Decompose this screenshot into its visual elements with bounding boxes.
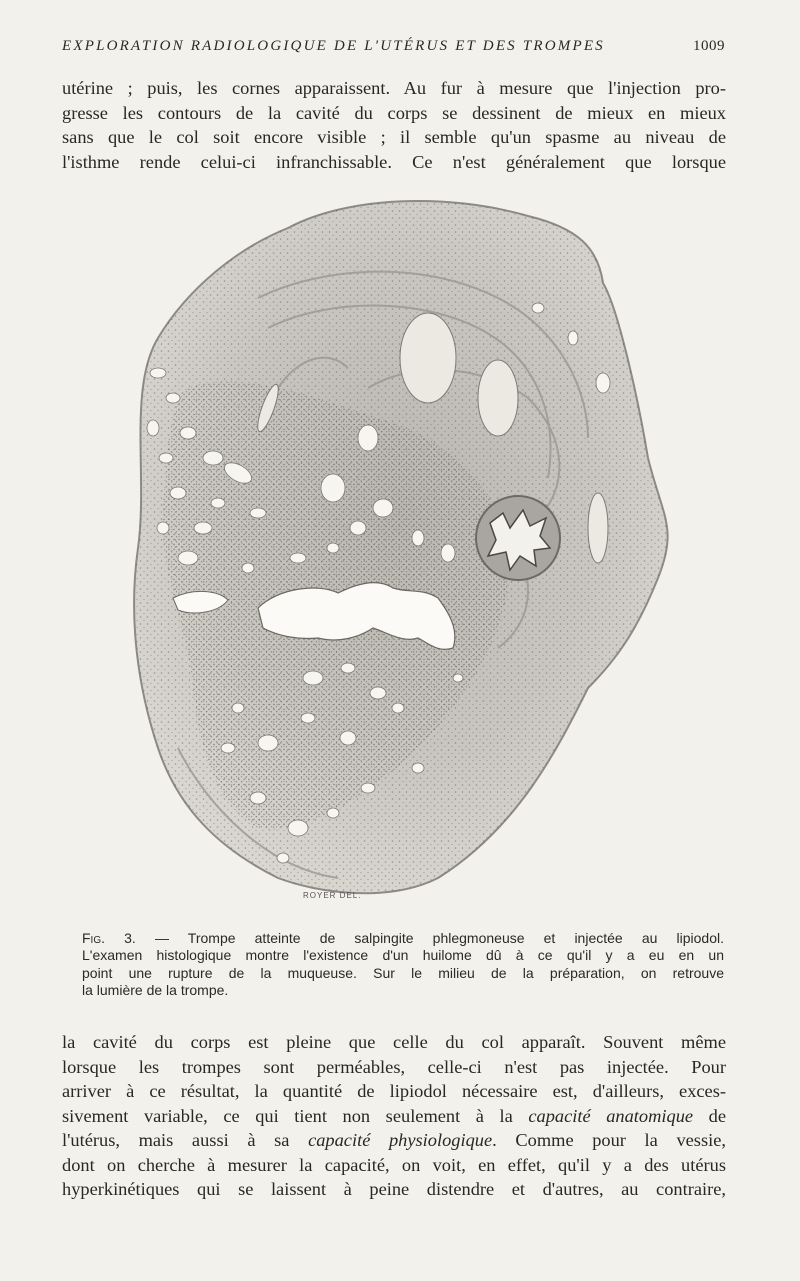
tube-lumen: [476, 496, 560, 580]
text-line: lorsque les trompes sont perméables, celle-ci n'est pas injectée. Pour: [62, 1056, 726, 1077]
text-line: utérine ; puis, les cornes apparaissent. Au fur à mesure que l'injection pro-: [62, 78, 726, 98]
caption-line: la lumière de la trompe.: [82, 981, 229, 998]
top-paragraph: [62, 76, 726, 174]
tissue-section-illustration: [118, 188, 698, 908]
text-line: sans que le col soit encore visible ; il semble qu'un spasme au niveau de: [62, 127, 726, 147]
italic-term: capacité anatomique: [528, 1105, 694, 1126]
running-head: [62, 34, 725, 58]
caption-line: L'examen histologique montre l'existence d'un huilome dû à ce qu'il y a eu en un: [82, 947, 724, 964]
text-line: hyperkinétiques qui se laissent à peine distendre et d'autres, au contraire,: [62, 1179, 726, 1199]
caption-line: point une rupture de la muqueuse. Sur le milieu de la préparation, on retrouve: [82, 964, 724, 981]
histology-figure: [118, 188, 698, 908]
text-line: dont on cherche à mesurer la capacité, on voit, en effet, qu'il y a des utérus: [62, 1154, 726, 1175]
page-number: 1009: [693, 37, 725, 54]
figure-caption: [82, 930, 724, 999]
text-line: la cavité du corps est pleine que celle du col apparaît. Souvent même: [62, 1032, 726, 1052]
italic-term: capacité physiologique: [308, 1130, 493, 1150]
caption-line: Fig. 3. — Trompe atteinte de salpingite phlegmoneuse et injectée au lipiodol.: [82, 930, 724, 946]
text-line: l'isthme rende celui-ci infranchissable. Ce n'est généralement que lorsque: [62, 151, 726, 172]
engraver-signature: ROYER DEL.: [303, 891, 362, 900]
running-head-title: EXPLORATION RADIOLOGIQUE DE L'UTÉRUS ET DES TROMPES: [62, 37, 605, 54]
bottom-paragraph: [62, 1030, 726, 1202]
figure-label: Fig. 3.: [82, 930, 136, 946]
text-line: l'utérus, mais aussi à sa capacité physiologique. Comme pour la vessie,: [62, 1130, 726, 1150]
text-line: arriver à ce résultat, la quantité de lipiodol nécessaire est, d'ailleurs, exces-: [62, 1081, 726, 1101]
text-line: sivement variable, ce qui tient non seulement à la capacité anatomique de: [62, 1105, 726, 1126]
text-line: gresse les contours de la cavité du corps se dessinent de mieux en mieux: [62, 102, 726, 123]
